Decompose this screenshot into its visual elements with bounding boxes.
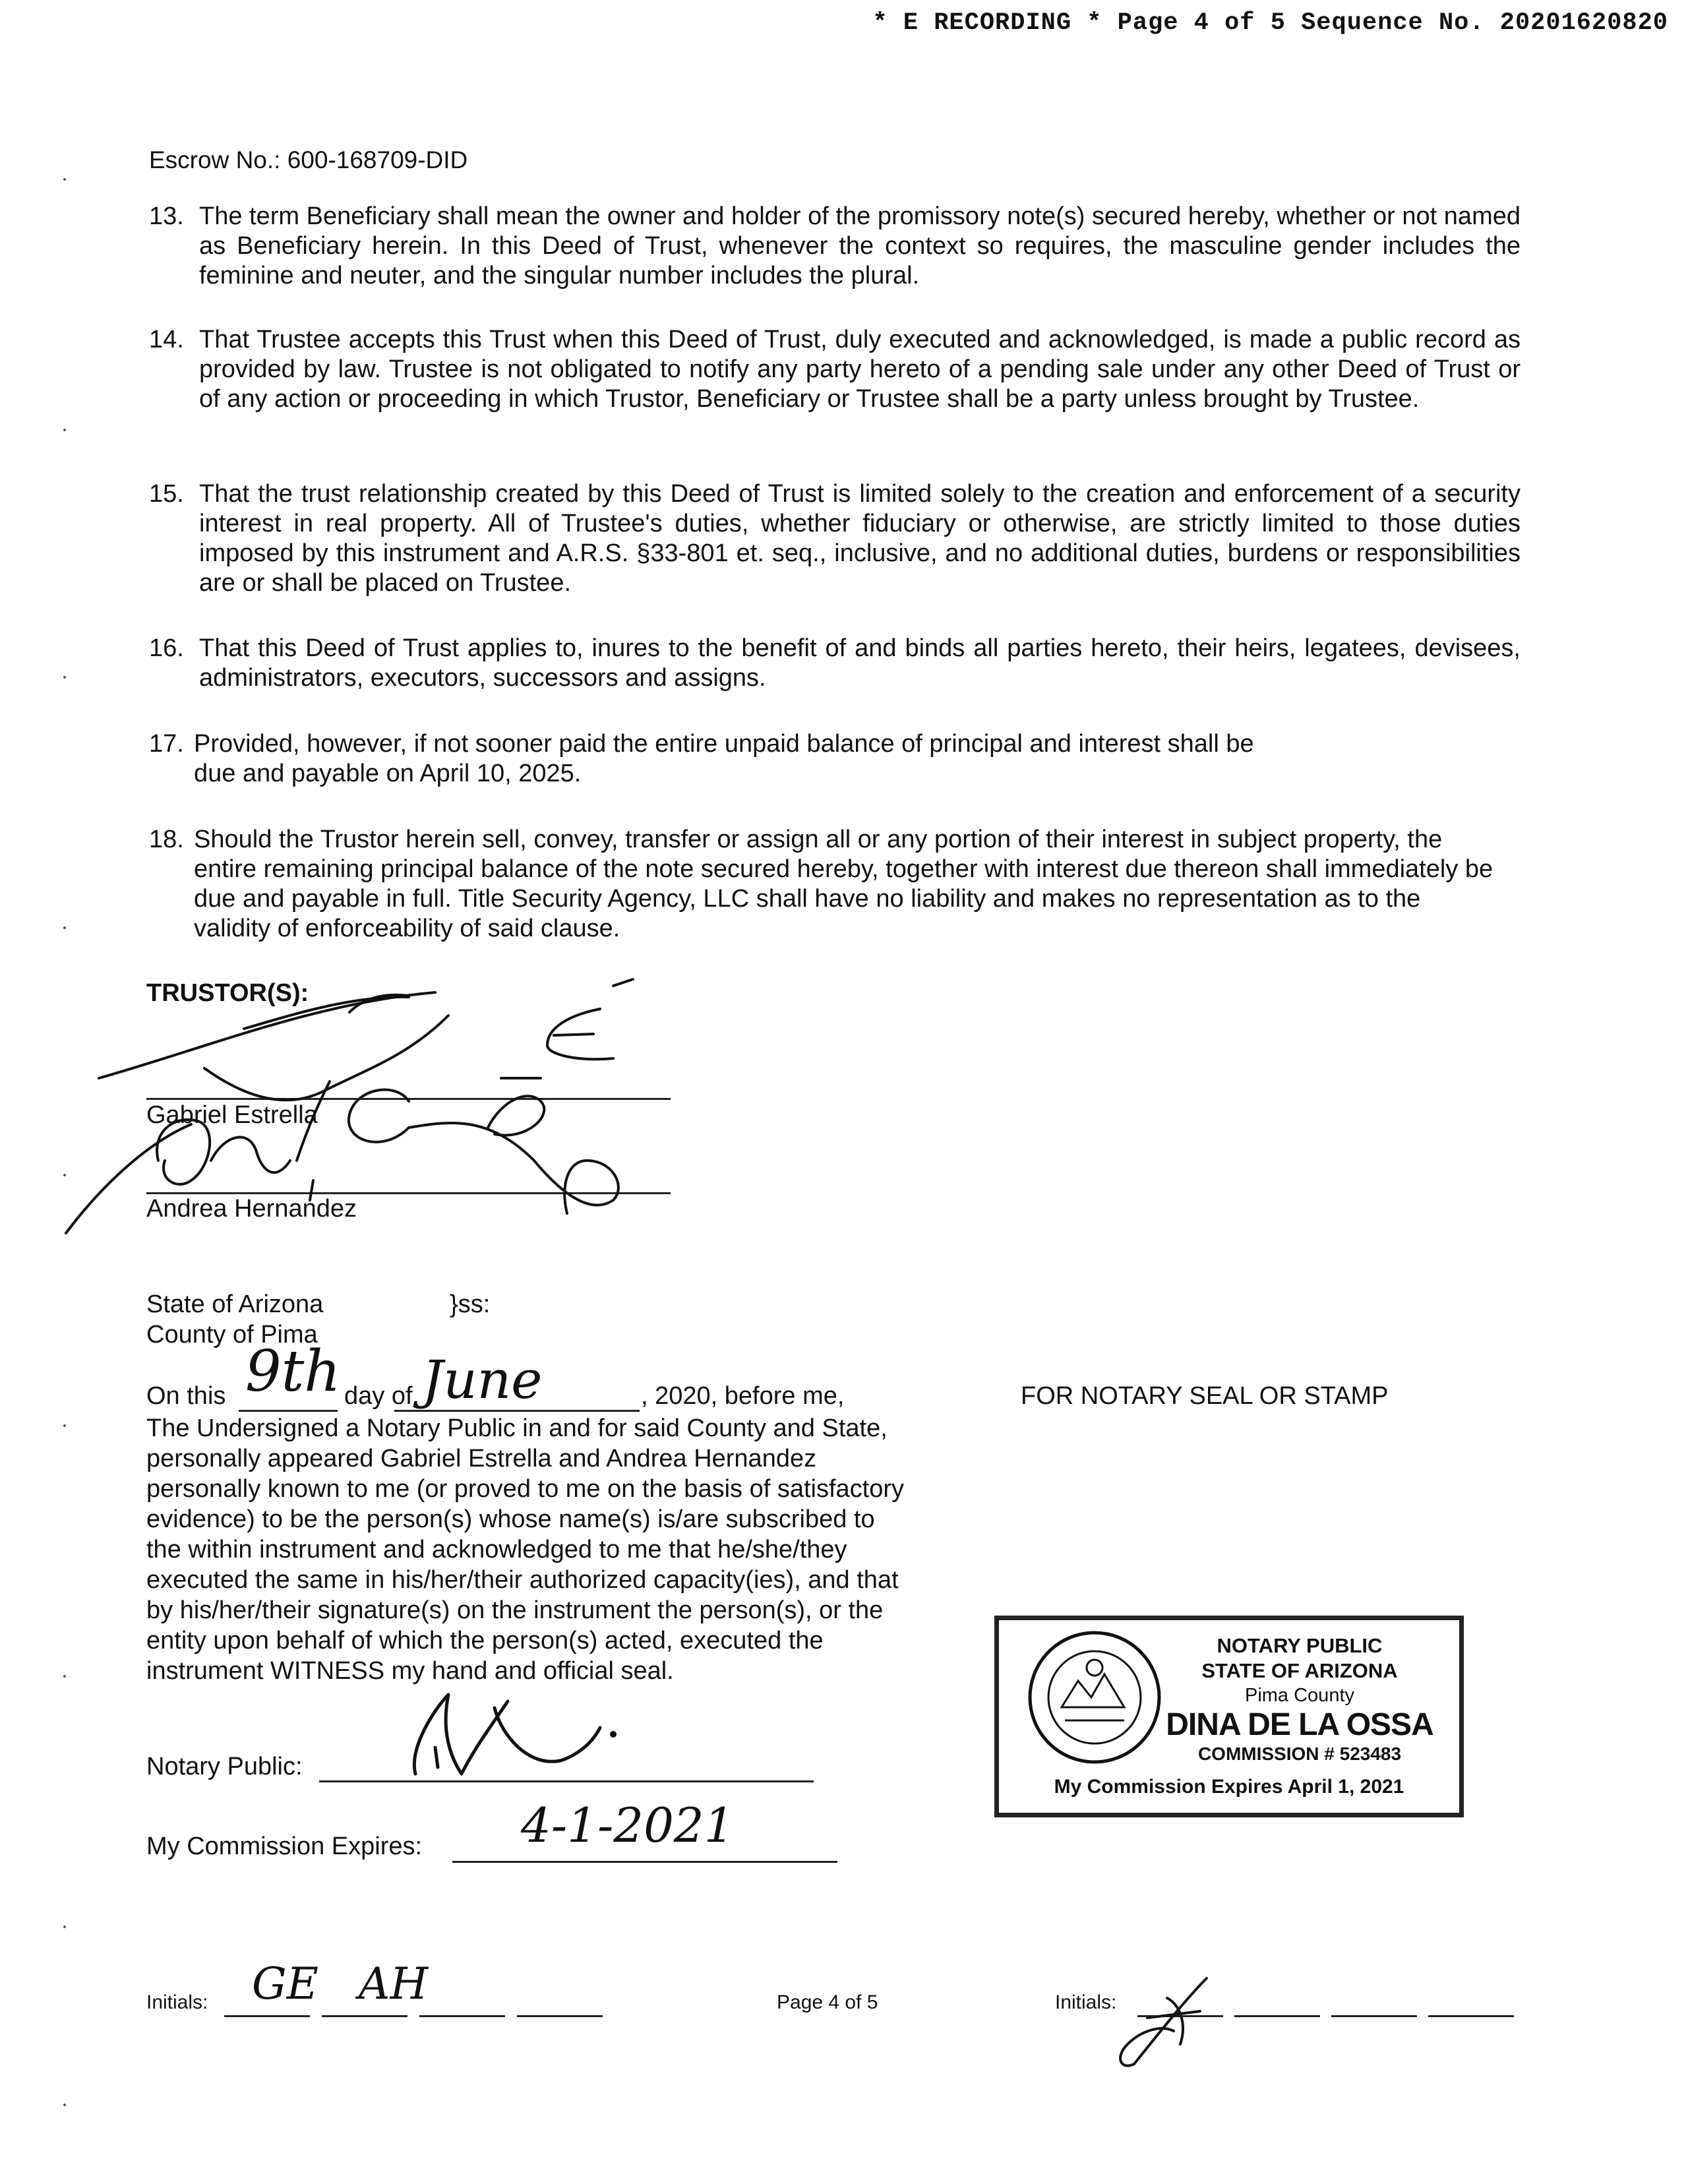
clause-14 [149, 325, 1521, 414]
signature-andrea [66, 1081, 618, 1233]
clause-text: That the trust relationship created by this Deed of Trust is limited solely to the creation and enforcement of a security interest in real property. All of Trustee's duties, whether fiduciary or otherwise, are strictly limited to those duties imposed by this instrument and A.R.S. §33-801 et. seq., inclusive, and no additional duties, burdens or responsibilities are or shall be placed on Trustee. [199, 480, 1521, 597]
clause-number: 16. [149, 634, 184, 662]
initials-line [517, 2015, 603, 2017]
clause-16 [149, 634, 1521, 693]
clause-text: The term Beneficiary shall mean the owner and holder of the promissory note(s) secured hereby, whether or not named as Beneficiary herein. In this Deed of Trust, whenever the context so requires, the masculine gender includes the feminine and neuter, and the singular number includes the plural. [199, 202, 1521, 289]
stamp-line-4: DINA DE LA OSSA [1166, 1707, 1433, 1742]
clause-text: Should the Trustor herein sell, convey, transfer or assign all or any portion of their interest in subject property, the entire remaining principal balance of the note secured hereby, together with interest due thereon shall immediately be due and payable in full. Title Security Agency, LLC shall have no liability and makes no representation as to the validity of enforceability of said clause. [194, 826, 1493, 942]
ack-day-handwritten: 9th [245, 1339, 341, 1405]
page-number: Page 4 of 5 [777, 1991, 878, 2013]
clause-number: 14. [149, 326, 184, 353]
stamp-line-5: COMMISSION # 523483 [1197, 1744, 1402, 1764]
ack-year: , 2020, before me, [641, 1382, 845, 1410]
notary-public-label: Notary Public: [146, 1753, 303, 1780]
notary-stamp [994, 1616, 1464, 1817]
ack-day-of: day of [344, 1382, 413, 1410]
scan-mark [63, 676, 66, 679]
scan-mark [63, 926, 66, 929]
clause-13 [149, 202, 1521, 291]
stamp-text [1155, 1633, 1445, 1765]
commission-expires-handwritten: 4-1-2021 [521, 1798, 735, 1853]
clause-number: 13. [149, 202, 184, 230]
clause-text: That this Deed of Trust applies to, inures to the benefit of and binds all parties hereto, their heirs, legatees, devisees, administrators, executors, successors and assigns. [199, 634, 1521, 692]
clause-15 [149, 479, 1521, 598]
commission-expires-label: My Commission Expires: [146, 1833, 423, 1860]
ack-ss: }ss: [450, 1290, 491, 1318]
ack-on-this: On this [146, 1382, 226, 1410]
escrow-number: Escrow No.: 600-168709-DID [149, 146, 468, 173]
clause-number: 18. [149, 826, 184, 853]
scan-mark [63, 1424, 66, 1427]
initials-line [1428, 2015, 1514, 2017]
stamp-line-1: NOTARY PUBLIC [1217, 1634, 1383, 1657]
initials-left-handwritten: GE AH [252, 1958, 429, 2009]
stamp-line-3: Pima County [1244, 1685, 1354, 1706]
initials-line [322, 2015, 407, 2017]
recording-header: * E RECORDING * Page 4 of 5 Sequence No. 20201620820 [872, 9, 1668, 37]
clause-number: 17. [149, 730, 184, 758]
notary-seal-label: FOR NOTARY SEAL OR STAMP [1021, 1382, 1389, 1410]
clause-number: 15. [149, 480, 184, 508]
clause-18 [149, 825, 1494, 944]
scan-mark [63, 1174, 66, 1176]
scan-mark [63, 429, 66, 431]
day-line [239, 1410, 338, 1412]
initials-line [1331, 2015, 1417, 2017]
state-seal-icon [1025, 1628, 1164, 1767]
stamp-line-6: My Commission Expires April 1, 2021 [1054, 1776, 1404, 1798]
trustor-name-2: Andrea Hernandez [146, 1195, 357, 1223]
ack-month-handwritten: June [422, 1349, 543, 1410]
scan-mark [63, 1675, 66, 1678]
clause-17 [149, 729, 1270, 789]
scan-mark [63, 2104, 66, 2106]
signature-gabriel [99, 979, 633, 1100]
scan-mark [63, 178, 66, 181]
clause-text: Provided, however, if not sooner paid the entire unpaid balance of principal and interest shall be due and payable on April 10, 2025. [194, 730, 1254, 787]
trustor-name-1: Gabriel Estrella [146, 1101, 318, 1129]
initials-right-label: Initials: [1055, 1991, 1117, 2013]
notary-signature [396, 1682, 620, 1800]
trustors-heading: TRUSTOR(S): [146, 979, 309, 1007]
initials-left-label: Initials: [146, 1991, 208, 2013]
commission-expires-line [452, 1861, 837, 1863]
ack-state: State of Arizona [146, 1290, 324, 1318]
scan-mark [63, 1926, 66, 1928]
initials-line [224, 2015, 310, 2017]
stamp-line-2: STATE OF ARIZONA [1201, 1659, 1398, 1682]
initials-line [419, 2015, 505, 2017]
ack-county: County of Pima [146, 1321, 318, 1349]
initials-right-signature [1108, 1972, 1226, 2077]
clause-text: That Trustee accepts this Trust when this Deed of Trust, duly executed and acknowledged, is made a public record as provided by law. Trustee is not obligated to notify any party hereto of a pending sale under any other Deed of Trust or of any action or proceeding in which Trustor, Beneficiary or Trustee shall be a party unless brought by Trustee. [199, 326, 1521, 413]
trustor-signatures [40, 963, 699, 1240]
ack-body: The Undersigned a Notary Public in and for said County and State, personally appeared Gabriel Estrella and Andrea Hernandez personally known to me (or proved to me on the basis of satisfactory evidence) to be the person(s) whose name(s) is/are subscribed to the within instrument and acknowledged to me that he/she/they executed the same in his/her/their authorized capacity(ies), and that by his/her/their signature(s) on the instrument the person(s), or the entity upon behalf of which the person(s) acted, executed the instrument WITNESS my hand and official seal. [146, 1414, 904, 1685]
initials-line [1234, 2015, 1320, 2017]
